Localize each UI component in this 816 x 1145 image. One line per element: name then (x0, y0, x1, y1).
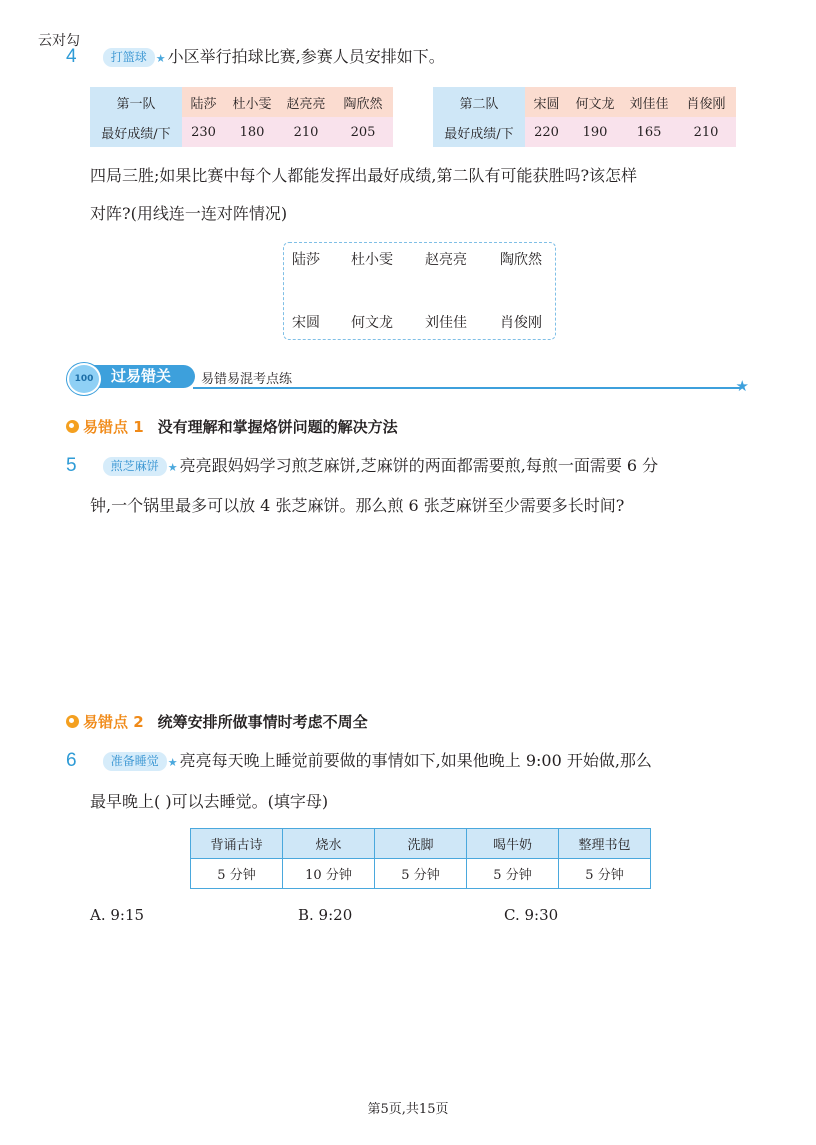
team2-score: 210 (676, 117, 736, 147)
q4-topic-tag: 打篮球 (103, 48, 155, 67)
q5-text-line1: 亮亮跟妈妈学习煎芝麻饼,芝麻饼的两面都需要煎,每煎一面需要 6 分 (179, 456, 659, 475)
team1-score: 230 (182, 117, 225, 147)
star-icon: ★ (155, 52, 166, 65)
error-point-label: 易错点 1 (83, 418, 144, 436)
connect-bottom-name[interactable]: 宋圆 (292, 315, 320, 331)
star-icon: ★ (735, 377, 749, 395)
q4-stem: 小区举行拍球比赛,参赛人员安排如下。 (167, 47, 445, 66)
star-icon: ★ (167, 756, 178, 769)
task-name: 烧水 (283, 829, 375, 859)
team2-table (433, 87, 736, 147)
team1-player: 陆莎 (182, 87, 225, 117)
task-duration: 10 分钟 (283, 859, 375, 889)
star-icon: ★ (167, 461, 178, 474)
choice-a[interactable]: A. 9:15 (90, 906, 145, 924)
task-name: 整理书包 (559, 829, 651, 859)
error-point-label: 易错点 2 (83, 713, 144, 731)
q6-text-line2: 最早晚上( )可以去睡觉。(填字母) (90, 792, 329, 811)
connect-top-name[interactable]: 陆莎 (292, 252, 320, 268)
q4-stem-line (66, 45, 445, 71)
task-name: 背诵古诗 (191, 829, 283, 859)
team1-title: 第一队 (90, 87, 182, 117)
connect-top-name[interactable]: 赵亮亮 (425, 252, 467, 268)
section-title: 过易错关 (77, 365, 195, 388)
task-duration: 5 分钟 (375, 859, 467, 889)
team1-table (90, 87, 393, 147)
team2-player: 宋圆 (525, 87, 568, 117)
section-divider (193, 387, 741, 389)
team2-score: 190 (568, 117, 622, 147)
team2-player: 肖俊刚 (676, 87, 736, 117)
q6-line1 (66, 749, 652, 775)
section-banner (67, 363, 749, 393)
lightbulb-icon (66, 715, 79, 728)
team1-player: 杜小雯 (225, 87, 279, 117)
team2-player: 何文龙 (568, 87, 622, 117)
q6-topic-tag: 准备睡觉 (103, 752, 167, 771)
connect-bottom-name[interactable]: 何文龙 (351, 315, 393, 331)
section-subtitle: 易错易混考点练 (201, 372, 293, 387)
connect-bottom-name[interactable]: 肖俊刚 (500, 315, 542, 331)
team1-score: 205 (333, 117, 393, 147)
choice-b[interactable]: B. 9:20 (298, 906, 353, 924)
q5-topic-tag: 煎芝麻饼 (103, 457, 167, 476)
page-number: 第5页,共15页 (367, 1102, 449, 1117)
connect-top-name[interactable]: 陶欣然 (500, 252, 542, 268)
error-point-2 (66, 711, 368, 732)
q5-number: 5 (66, 455, 77, 476)
team2-score: 165 (622, 117, 676, 147)
team2-title: 第二队 (433, 87, 525, 117)
team2-player: 刘佳佳 (622, 87, 676, 117)
task-duration: 5 分钟 (559, 859, 651, 889)
task-duration: 5 分钟 (467, 859, 559, 889)
team1-score: 180 (225, 117, 279, 147)
task-name: 洗脚 (375, 829, 467, 859)
brand-label: 云对勾 (38, 33, 80, 49)
connect-bottom-name[interactable]: 刘佳佳 (425, 315, 467, 331)
team1-player: 赵亮亮 (279, 87, 333, 117)
team1-score: 210 (279, 117, 333, 147)
mascot-icon: 100 (67, 363, 101, 395)
team2-score: 220 (525, 117, 568, 147)
error-point-text: 没有理解和掌握烙饼问题的解决方法 (157, 418, 398, 436)
team2-row-label: 最好成绩/下 (433, 117, 525, 147)
error-point-1 (66, 416, 398, 437)
team1-row-label: 最好成绩/下 (90, 117, 182, 147)
team1-player: 陶欣然 (333, 87, 393, 117)
choice-c[interactable]: C. 9:30 (504, 906, 559, 924)
task-name: 喝牛奶 (467, 829, 559, 859)
lightbulb-icon (66, 420, 79, 433)
tasks-table (190, 828, 651, 889)
q5-line1 (66, 454, 658, 480)
q4-number: 4 (66, 46, 77, 67)
q4-question-line2: 对阵?(用线连一连对阵情况) (90, 204, 288, 223)
q6-text-line1: 亮亮每天晚上睡觉前要做的事情如下,如果他晚上 9:00 开始做,那么 (179, 751, 652, 770)
connect-top-name[interactable]: 杜小雯 (351, 252, 393, 268)
q4-question-line1: 四局三胜;如果比赛中每个人都能发挥出最好成绩,第二队有可能获胜吗?该怎样 (90, 166, 638, 185)
error-point-text: 统筹安排所做事情时考虑不周全 (157, 713, 368, 731)
q6-number: 6 (66, 750, 77, 771)
task-duration: 5 分钟 (191, 859, 283, 889)
q5-text-line2: 钟,一个锅里最多可以放 4 张芝麻饼。那么煎 6 张芝麻饼至少需要多长时间? (90, 496, 625, 515)
matchup-connect-box[interactable] (283, 242, 556, 340)
